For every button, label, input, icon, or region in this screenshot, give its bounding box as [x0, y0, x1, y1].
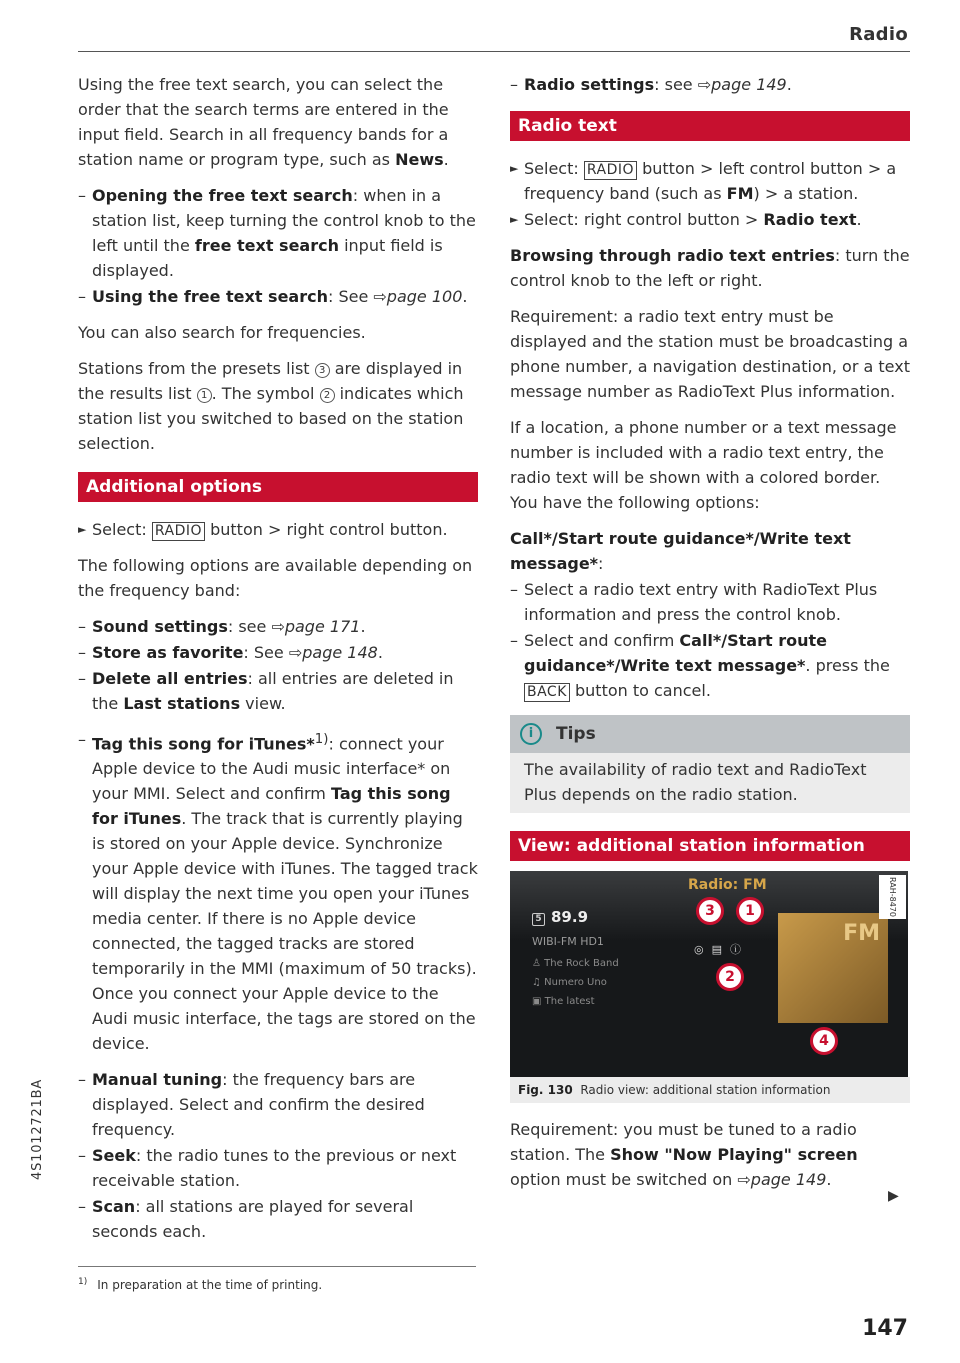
- requirement2-paragraph: Requirement: you must be tuned to a radio station. The Show "Now Playing" screen option must be switched on ⇨page 149.: [510, 1120, 858, 1189]
- figure-frequency: 5 89.9: [532, 905, 588, 930]
- right-column: [510, 72, 910, 1203]
- figure-station-name: WIBI-FM HD1: [532, 935, 604, 948]
- back-key: BACK: [524, 683, 570, 702]
- album-art-label: FM: [843, 921, 880, 946]
- option-favorite: – Store as favorite: See ⇨page 148.: [78, 640, 478, 665]
- section-view-info: View: additional station information: [510, 831, 910, 861]
- hd-radio-icon: ◎: [694, 943, 712, 956]
- radio-text-step-1: ► Select: RADIO button > left control button > a frequency band (such as FM) > a station.: [510, 156, 910, 206]
- figure-song: ♫ Numero Uno: [532, 977, 607, 988]
- call-item-1: – Select a radio text entry with RadioText Plus information and press the control knob.: [510, 577, 910, 627]
- info-icon: i: [520, 723, 542, 745]
- callout-1-icon: 1: [197, 388, 212, 403]
- figure-code: RAH-8470: [879, 875, 906, 919]
- fts-item-use: – Using the free text search: See ⇨page 100.: [78, 284, 478, 309]
- figure-callout-1: 1: [736, 897, 764, 925]
- requirement-paragraph: Requirement: a radio text entry must be displayed and the station must be broadcasting a phone number, a navigation destination, or a text message number as RadioText Plus information.: [510, 307, 910, 401]
- option-seek: – Seek: the radio tunes to the previous or next receivable station.: [78, 1143, 478, 1193]
- radio-key: RADIO: [584, 161, 637, 180]
- radio-view-figure: [510, 871, 908, 1077]
- figure-caption: Fig. 130 Radio view: additional station information: [510, 1077, 910, 1103]
- music-note-icon: ♫: [532, 977, 545, 988]
- arrow-icon: ⇨: [288, 643, 303, 662]
- document-code: 4S1012721BA: [30, 1078, 45, 1180]
- figure-callout-2: 2: [716, 963, 744, 991]
- intro-paragraph: Using the free text search, you can select the order that the search terms are entered in the input field. Search in all frequency bands for a station name or program type, such as News.: [78, 75, 449, 169]
- tips-header: [510, 715, 910, 753]
- section-radio-text: Radio text: [510, 111, 910, 141]
- location-paragraph: If a location, a phone number or a text message number is included with a radio text entry, the radio text will be shown with a colored border. You have the following options:: [510, 418, 897, 512]
- callout-3-icon: 3: [315, 363, 330, 378]
- list-icon: ▤: [711, 943, 731, 956]
- page-number: 147: [862, 1316, 908, 1341]
- figure-callout-3: 3: [696, 897, 724, 925]
- freq-search-paragraph: You can also search for frequencies.: [78, 323, 366, 342]
- options-intro: The following options are available depending on the frequency band:: [78, 556, 473, 600]
- figure-album: ▣ The latest: [532, 996, 595, 1007]
- radio-text-step-2: ► Select: right control button > Radio text.: [510, 207, 910, 232]
- callout-2-icon: 2: [320, 388, 335, 403]
- call-list: [510, 577, 910, 703]
- album-icon: ▣: [532, 996, 545, 1007]
- header-rule: [78, 51, 910, 52]
- tips-box: [510, 715, 910, 813]
- figure-status-icons: [694, 937, 749, 962]
- footnote-rule: [78, 1266, 476, 1267]
- stations-paragraph: Stations from the presets list 3 are displayed in the results list 1 . The symbol 2 indicates which station list you switched to based on the station selection.: [78, 359, 464, 453]
- radio-text-steps: [510, 156, 910, 232]
- arrow-icon: ⇨: [737, 1170, 751, 1189]
- options-list: [78, 614, 478, 1244]
- arrow-icon: ⇨: [697, 75, 712, 94]
- option-manual: – Manual tuning: the frequency bars are displayed. Select and confirm the desired frequency.: [78, 1067, 478, 1142]
- figure-screen-title: Radio: FM: [688, 877, 767, 893]
- select-step: ► Select: RADIO button > right control button.: [78, 517, 478, 542]
- section-additional-options: Additional options: [78, 472, 478, 502]
- arrow-icon: ⇨: [271, 617, 285, 636]
- info-icon: ⓘ: [730, 943, 750, 956]
- continue-arrow-icon: ▶: [888, 1188, 899, 1204]
- artist-icon: ♙: [532, 958, 545, 969]
- call-heading: Call*/Start route guidance*/Write text message*:: [510, 529, 851, 573]
- footnote: $^{1)}$ In preparation at the time of printing.: [78, 1277, 323, 1292]
- option-scan: – Scan: all stations are played for several seconds each.: [78, 1194, 478, 1244]
- arrow-icon: ⇨: [373, 287, 387, 306]
- fts-item-open: – Opening the free text search: when in a station list, keep turning the control knob to the left until the free text search input field is displayed.: [78, 183, 478, 283]
- page-link[interactable]: page 149: [711, 75, 787, 94]
- radio-settings-item: – Radio settings: see ⇨page 149.: [510, 72, 910, 97]
- figure-artist: ♙ The Rock Band: [532, 958, 619, 969]
- tips-title: Tips: [556, 723, 596, 744]
- option-delete: – Delete all entries: all entries are deleted in the Last stations view.: [78, 666, 478, 716]
- tips-body: The availability of radio text and RadioText Plus depends on the radio station.: [524, 760, 867, 804]
- browse-paragraph: Browsing through radio text entries: turn the control knob to the left or right.: [510, 246, 910, 290]
- running-header: Radio: [849, 24, 908, 45]
- preset-icon: 5: [532, 913, 545, 926]
- option-tag-itunes: – Tag this song for iTunes*$^{1)}$: connect your Apple device to the Audi music interface* on your MMI. Select and confirm Tag this song for iTunes. The track that is currently playing is stored on your Apple device. Synchronize your Apple device with iTunes. The tagged track will display the next time you open your iTunes media center. If there is no Apple device connected, the tagged tracks are stored temporarily in the MMI (maximum of 50 tracks). Once you connect your Apple device to the Audi music interface, the tags are stored on the device.: [78, 727, 478, 1056]
- page-link[interactable]: page 148: [302, 643, 378, 662]
- call-item-2: – Select and confirm Call*/Start route guidance*/Write text message*. press the BACK button to cancel.: [510, 628, 910, 703]
- page-link[interactable]: page 149: [750, 1170, 827, 1189]
- option-sound: – Sound settings: see ⇨page 171.: [78, 614, 478, 639]
- radio-key: RADIO: [152, 522, 205, 541]
- fts-list: [78, 183, 478, 309]
- album-art: [778, 913, 888, 1023]
- page-link[interactable]: page 100: [386, 287, 463, 306]
- page-link[interactable]: page 171: [284, 617, 361, 636]
- left-column: [78, 72, 478, 1245]
- figure-callout-4: 4: [810, 1027, 838, 1055]
